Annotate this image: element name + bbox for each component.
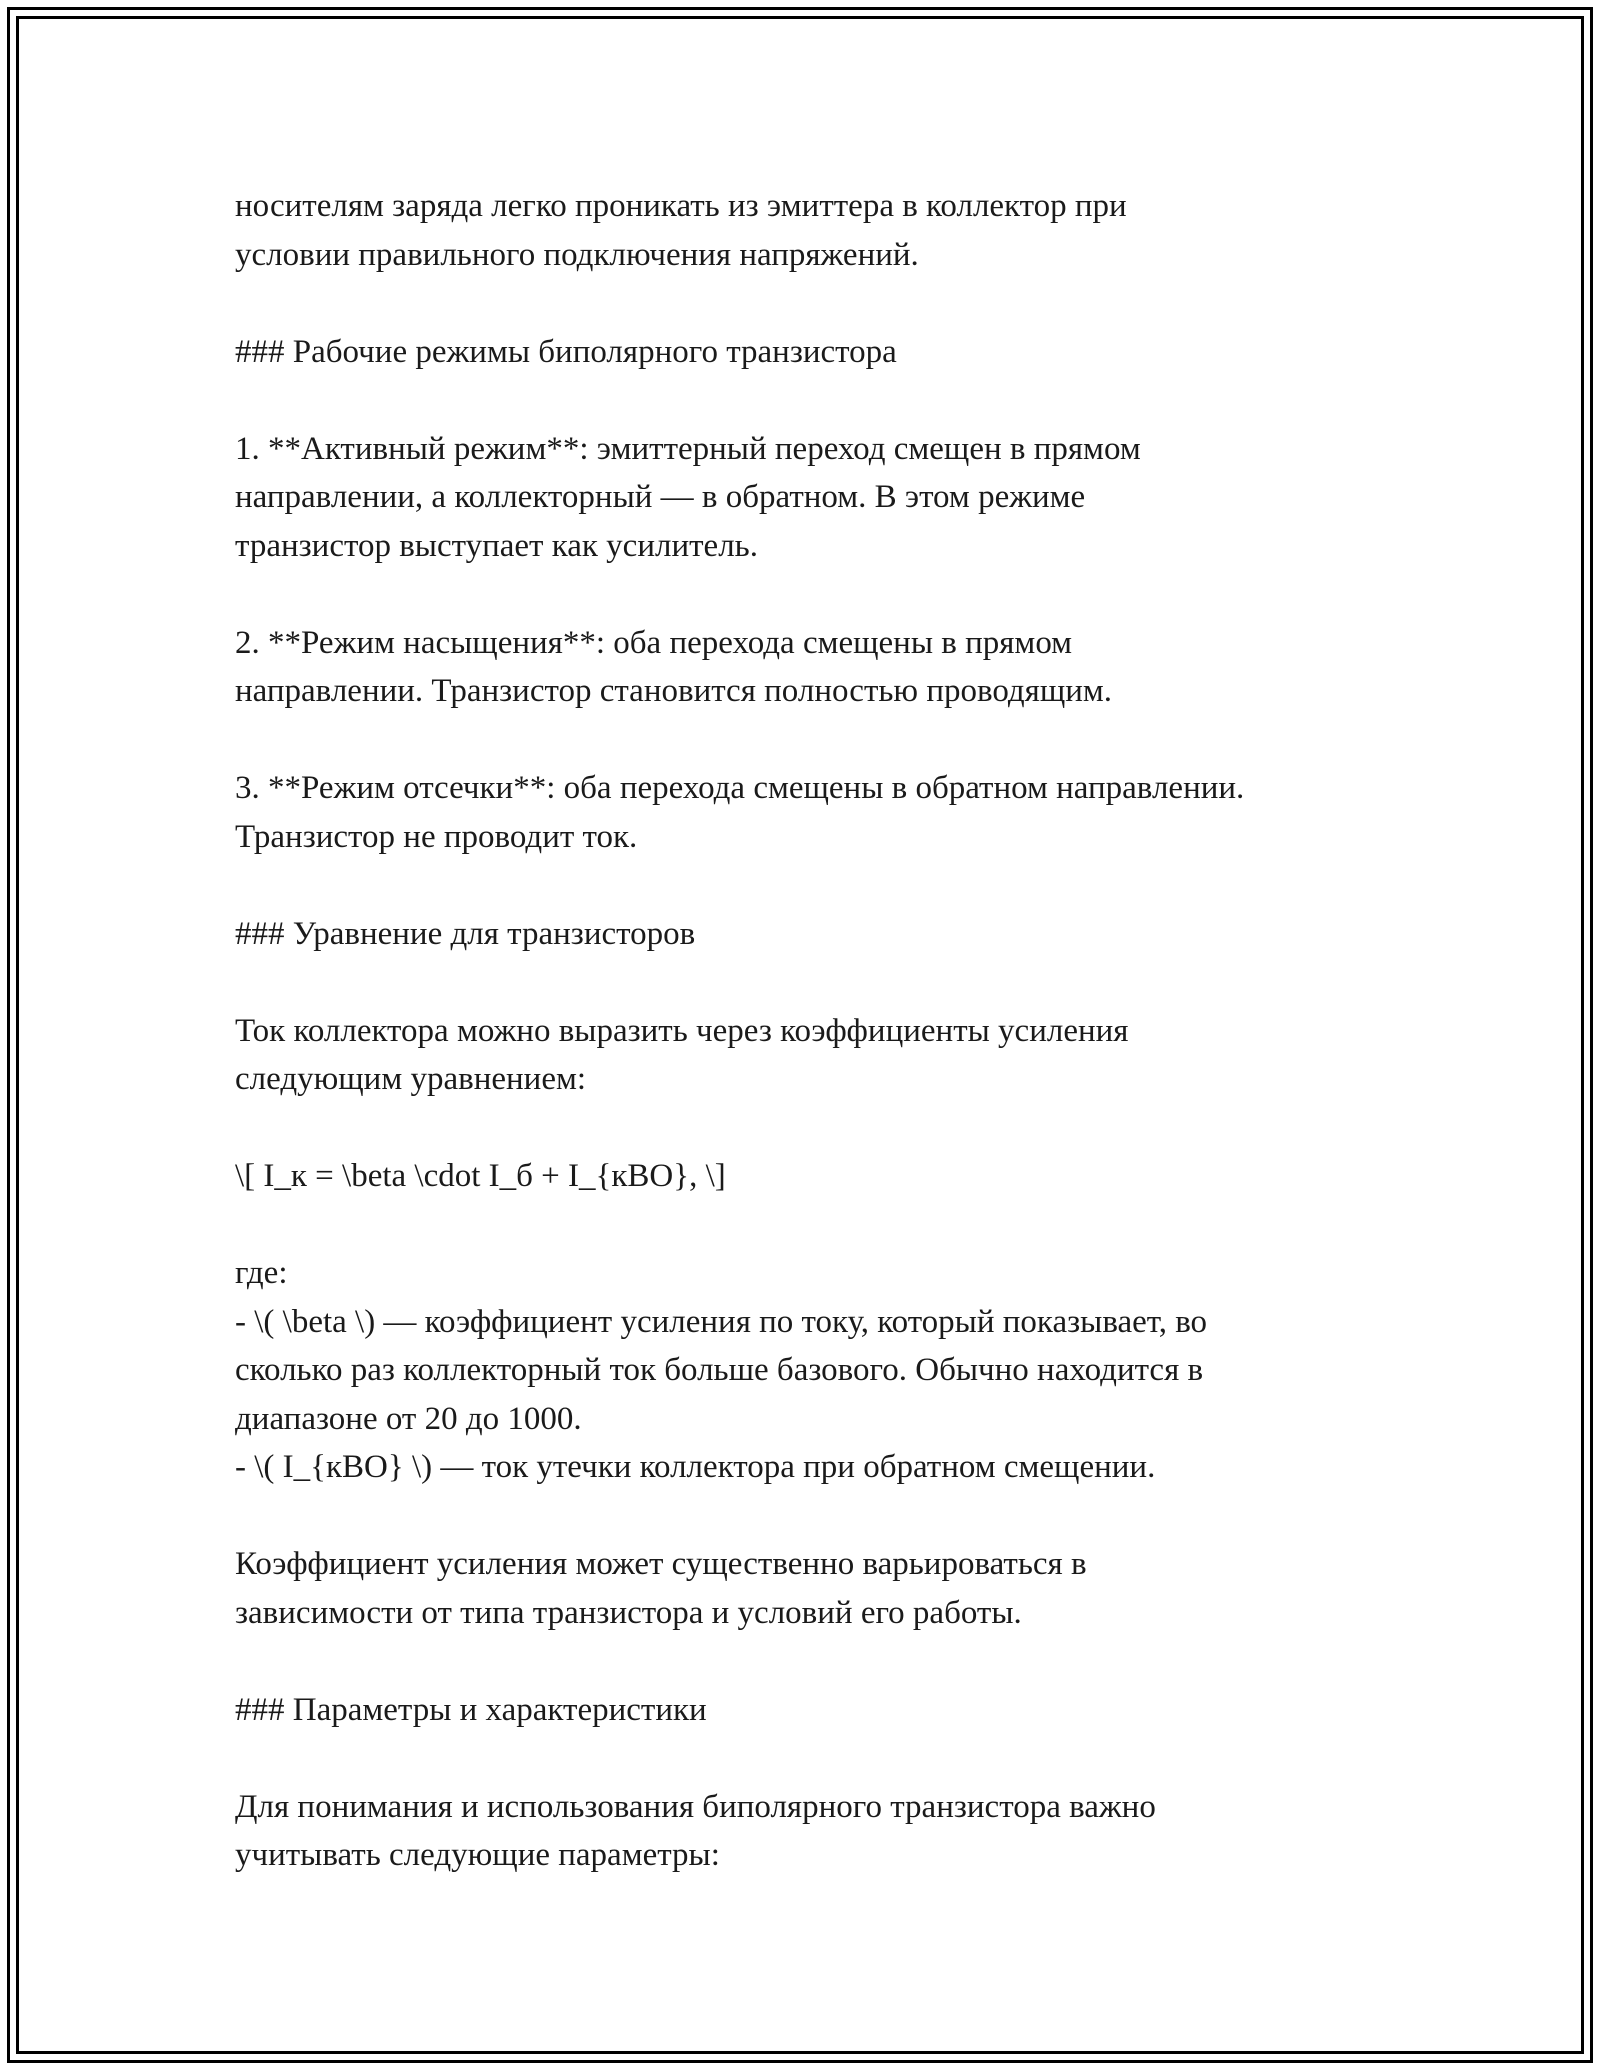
text-line: учитывать следующие параметры: [235, 1837, 720, 1873]
list-item-text: направлении. Транзистор становится полностью проводящим. [235, 673, 1113, 709]
blank-line [235, 570, 1415, 619]
section-heading: ### Параметры и характеристики [235, 1691, 707, 1728]
text-line: зависимости от типа транзистора и условий его работы. [235, 1594, 1022, 1631]
list-item-text: 1. **Активный режим**: эмиттерный переход смещен в прямом [235, 430, 1141, 467]
list-item-text: Транзистор не проводит ток. [235, 818, 638, 855]
list-item-text: 3. **Режим отсечки**: оба перехода смещены в обратном направлении. [235, 770, 1245, 806]
text-line: Для понимания и использования биполярного транзистора важно [235, 1788, 1156, 1825]
list-item-text: диапазоне от 20 до 1000. [235, 1400, 582, 1437]
formula-line: \[ I_к = \beta \cdot I_б + I_{кВО}, \] [235, 1158, 726, 1194]
list-item-text: - \( \beta \) — коэффициент усиления по току, который показывает, во [235, 1303, 1208, 1340]
list-item-text: направлении, а коллекторный — в обратном. В этом режиме [235, 479, 1086, 515]
list-item-text: - \( I_{кВО} \) — ток утечки коллектора при обратном смещении. [235, 1449, 1156, 1485]
section-heading: ### Уравнение для транзисторов [235, 915, 696, 952]
blank-line [235, 1201, 1415, 1250]
list-item-text: транзистор выступает как усилитель. [235, 527, 758, 564]
text-line: Ток коллектора можно выразить через коэффициенты усиления [235, 1012, 1129, 1049]
text-line: Коэффициент усиления может существенно варьироваться в [235, 1546, 1087, 1582]
blank-line [235, 279, 1415, 328]
blank-line [235, 861, 1415, 910]
list-item-text: 2. **Режим насыщения**: оба перехода смещены в прямом [235, 624, 1073, 661]
text-line: носителям заряда легко проникать из эмиттера в коллектор при [235, 188, 1127, 224]
text-line: условии правильного подключения напряжений. [235, 236, 919, 273]
blank-line [235, 1104, 1415, 1153]
section-heading: ### Рабочие режимы биполярного транзистора [235, 333, 897, 370]
blank-line [235, 376, 1415, 425]
blank-line [235, 1734, 1415, 1783]
blank-line [235, 958, 1415, 1007]
text-line: где: [235, 1255, 288, 1291]
blank-line [235, 1637, 1415, 1686]
blank-line [235, 716, 1415, 765]
blank-line [235, 1492, 1415, 1541]
list-item-text: сколько раз коллекторный ток больше базового. Обычно находится в [235, 1352, 1204, 1388]
document-body [235, 182, 1415, 1880]
text-line: следующим уравнением: [235, 1061, 587, 1097]
